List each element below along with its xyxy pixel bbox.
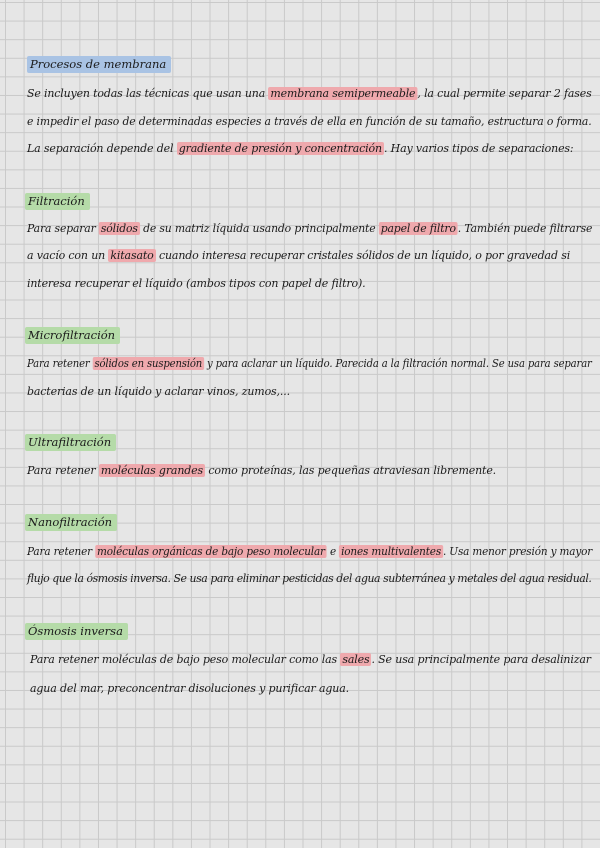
text-line: a vacío con un kitasato cuando interesa recuperar cristales sólidos de un líquido, o por gravedad si — [27, 249, 571, 262]
highlight: moléculas orgánicas de bajo peso molecular — [97, 545, 325, 558]
text-line: Para retener moléculas de bajo peso molecular como las sales . Se usa principalmente para desalinizar — [30, 653, 591, 666]
highlight: sólidos en suspensión — [94, 357, 203, 370]
text-line: Para retener moléculas orgánicas de bajo peso molecular e iones multivalentes . Usa menor presión y mayor — [27, 545, 593, 558]
text-line: e impedir el paso de determinadas especies a través de ella en función de su tamaño, estructura o forma. — [27, 115, 592, 128]
highlight: papel de filtro — [380, 222, 456, 235]
highlight: iones multivalentes — [341, 545, 442, 558]
highlight: sales — [342, 653, 370, 666]
section-title-filtracion: Filtración — [25, 193, 90, 210]
text-line: agua del mar, preconcentrar disoluciones y purificar agua. — [30, 682, 349, 695]
highlight: moléculas grandes — [100, 464, 204, 477]
text-line: Se incluyen todas las técnicas que usan una membrana semipermeable , la cual permite separar 2 fases — [27, 87, 592, 100]
text-line: La separación depende del gradiente de presión y concentración . Hay varios tipos de separaciones: — [27, 142, 574, 155]
highlight: membrana semipermeable — [270, 87, 416, 100]
text-line: Para separar sólidos de su matriz líquida usando principalmente papel de filtro . También puede filtrarse — [27, 222, 593, 235]
text-line: Para retener moléculas grandes como proteínas, las pequeñas atraviesan libremente. — [27, 464, 497, 477]
highlight: kitasato — [110, 249, 154, 262]
highlight: gradiente de presión y concentración — [178, 142, 382, 155]
text-line: Para retener sólidos en suspensión y para aclarar un líquido. Parecida a la filtración normal. Se usa para separar — [27, 357, 592, 370]
section-title-ultrafiltracion: Ultrafiltración — [25, 434, 116, 451]
text-line: flujo que la ósmosis inversa. Se usa para eliminar pesticidas del agua subterránea y metales del agua residual. — [27, 572, 592, 585]
section-title-microfiltracion: Microfiltración — [25, 327, 120, 344]
text-line: bacterias de un líquido y aclarar vinos, zumos,... — [27, 385, 290, 398]
section-title-osmosis-inversa: Ósmosis inversa — [25, 623, 128, 640]
section-title-nanofiltracion: Nanofiltración — [25, 514, 117, 531]
text-line: interesa recuperar el líquido (ambos tipos con papel de filtro). — [27, 277, 366, 290]
section-title-procesos: Procesos de membrana — [27, 56, 171, 73]
highlight: sólidos — [100, 222, 138, 235]
